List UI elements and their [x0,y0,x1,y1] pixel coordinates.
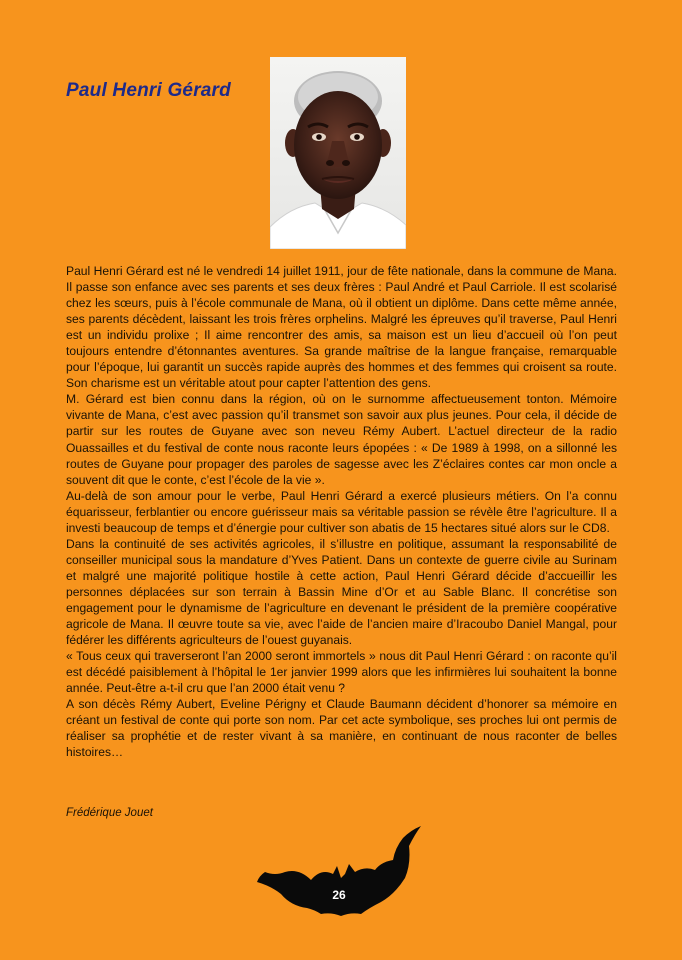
article-paragraph: Dans la continuité de ses activités agricoles, il s’illustre en politique, assumant la responsabilité de conseiller municipal sous la mandature d’Yves Patient. Dans un contexte de guerre civile au Surinam et malgré une majorité politique hostile à cette action, Paul Henri Gérard décide d’accueillir les personnes déplacées sur son terrain à Bassin Mine d’Or et au Sable Blanc. Il concrétise son engagement pour le dynamisme de l’agriculture en devenant le président de la première coopérative agricole de Mana. Il œuvre toute sa vie, avec l’aide de l’ancien maire d’Iracoubo Daniel Mangal, pour fédérer les différents agriculteurs de l’ouest guyanais. [66,536,617,648]
article-paragraph: A son décès Rémy Aubert, Eveline Périgny et Claude Baumann décident d’honorer sa mémoire en créant un festival de conte qui porte son nom. Par cet acte symbolique, ses proches lui ont permis de réaliser sa prophétie et de rester vivant à sa manière, en continuant de nous raconter de belles histoires… [66,697,617,760]
article-body [66,263,617,760]
portrait-illustration [270,57,406,249]
article-paragraph: Paul Henri Gérard est né le vendredi 14 juillet 1911, jour de fête nationale, dans la commune de Mana. Il passe son enfance avec ses parents et ses deux frères : Paul André et Paul Carriole. Il est scolarisé chez les sœurs, puis à l’école communale de Mana, où il obtient un diplôme. Dans cette même année, ses parents décèdent, laissant les trois frères orphelins. Malgré les épreuves qu’il traverse, Paul Henri est un individu prolixe ; Il aime rencontrer des amis, sa maison est un lieu d’accueil où l’on peut toujours entendre d’étonnantes aventures. Sa grande maîtrise de la langue française, remarquable pour l’époque, lui garantit un succès rapide auprès des hommes et des femmes qui croisent sa route. Son charisme est un véritable atout pour capter l’attention des gens. [66,264,617,391]
article-author: Frédérique Jouet [66,807,153,819]
bat-icon [255,820,427,920]
article-paragraph: M. Gérard est bien connu dans la région, où on le surnomme affectueusement tonton. Mémoire vivante de Mana, c’est avec passion qu’il transmet son savoir aux plus jeunes. Pour cela, il décide de partir sur les routes de Guyane avec son neveu Rémy Aubert. L’actuel directeur de la radio Ouassailles et du festival de conte nous raconte leurs épopées : « De 1989 à 1998, on a sillonné les routes de Guyane pour propager des paroles de sagesse avec les Z’éclaires contes car mon oncle a souvent dit que le conte, c’est l’école de la vie ». [66,392,617,487]
article-title: Paul Henri Gérard [66,80,231,101]
article-paragraph: Au-delà de son amour pour le verbe, Paul Henri Gérard a exercé plusieurs métiers. On l’a connu équarisseur, ferblantier ou encore guérisseur mais sa véritable passion se révèle être l’agriculture. Il a investi beaucoup de temps et d’énergie pour cultiver son abatis de 15 hectares situé alors sur le CD8. [66,488,617,535]
portrait-photo [270,57,406,249]
article-paragraph: « Tous ceux qui traverseront l’an 2000 seront immortels » nous dit Paul Henri Gérard : on raconte qu’il est décédé paisiblement à l’hôpital le 1er janvier 1999 alors que les infirmières lui souhaitent la bonne année. Peut-être a-t-il cru que l’an 2000 était venu ? [66,649,617,696]
page-number: 26 [332,888,346,902]
